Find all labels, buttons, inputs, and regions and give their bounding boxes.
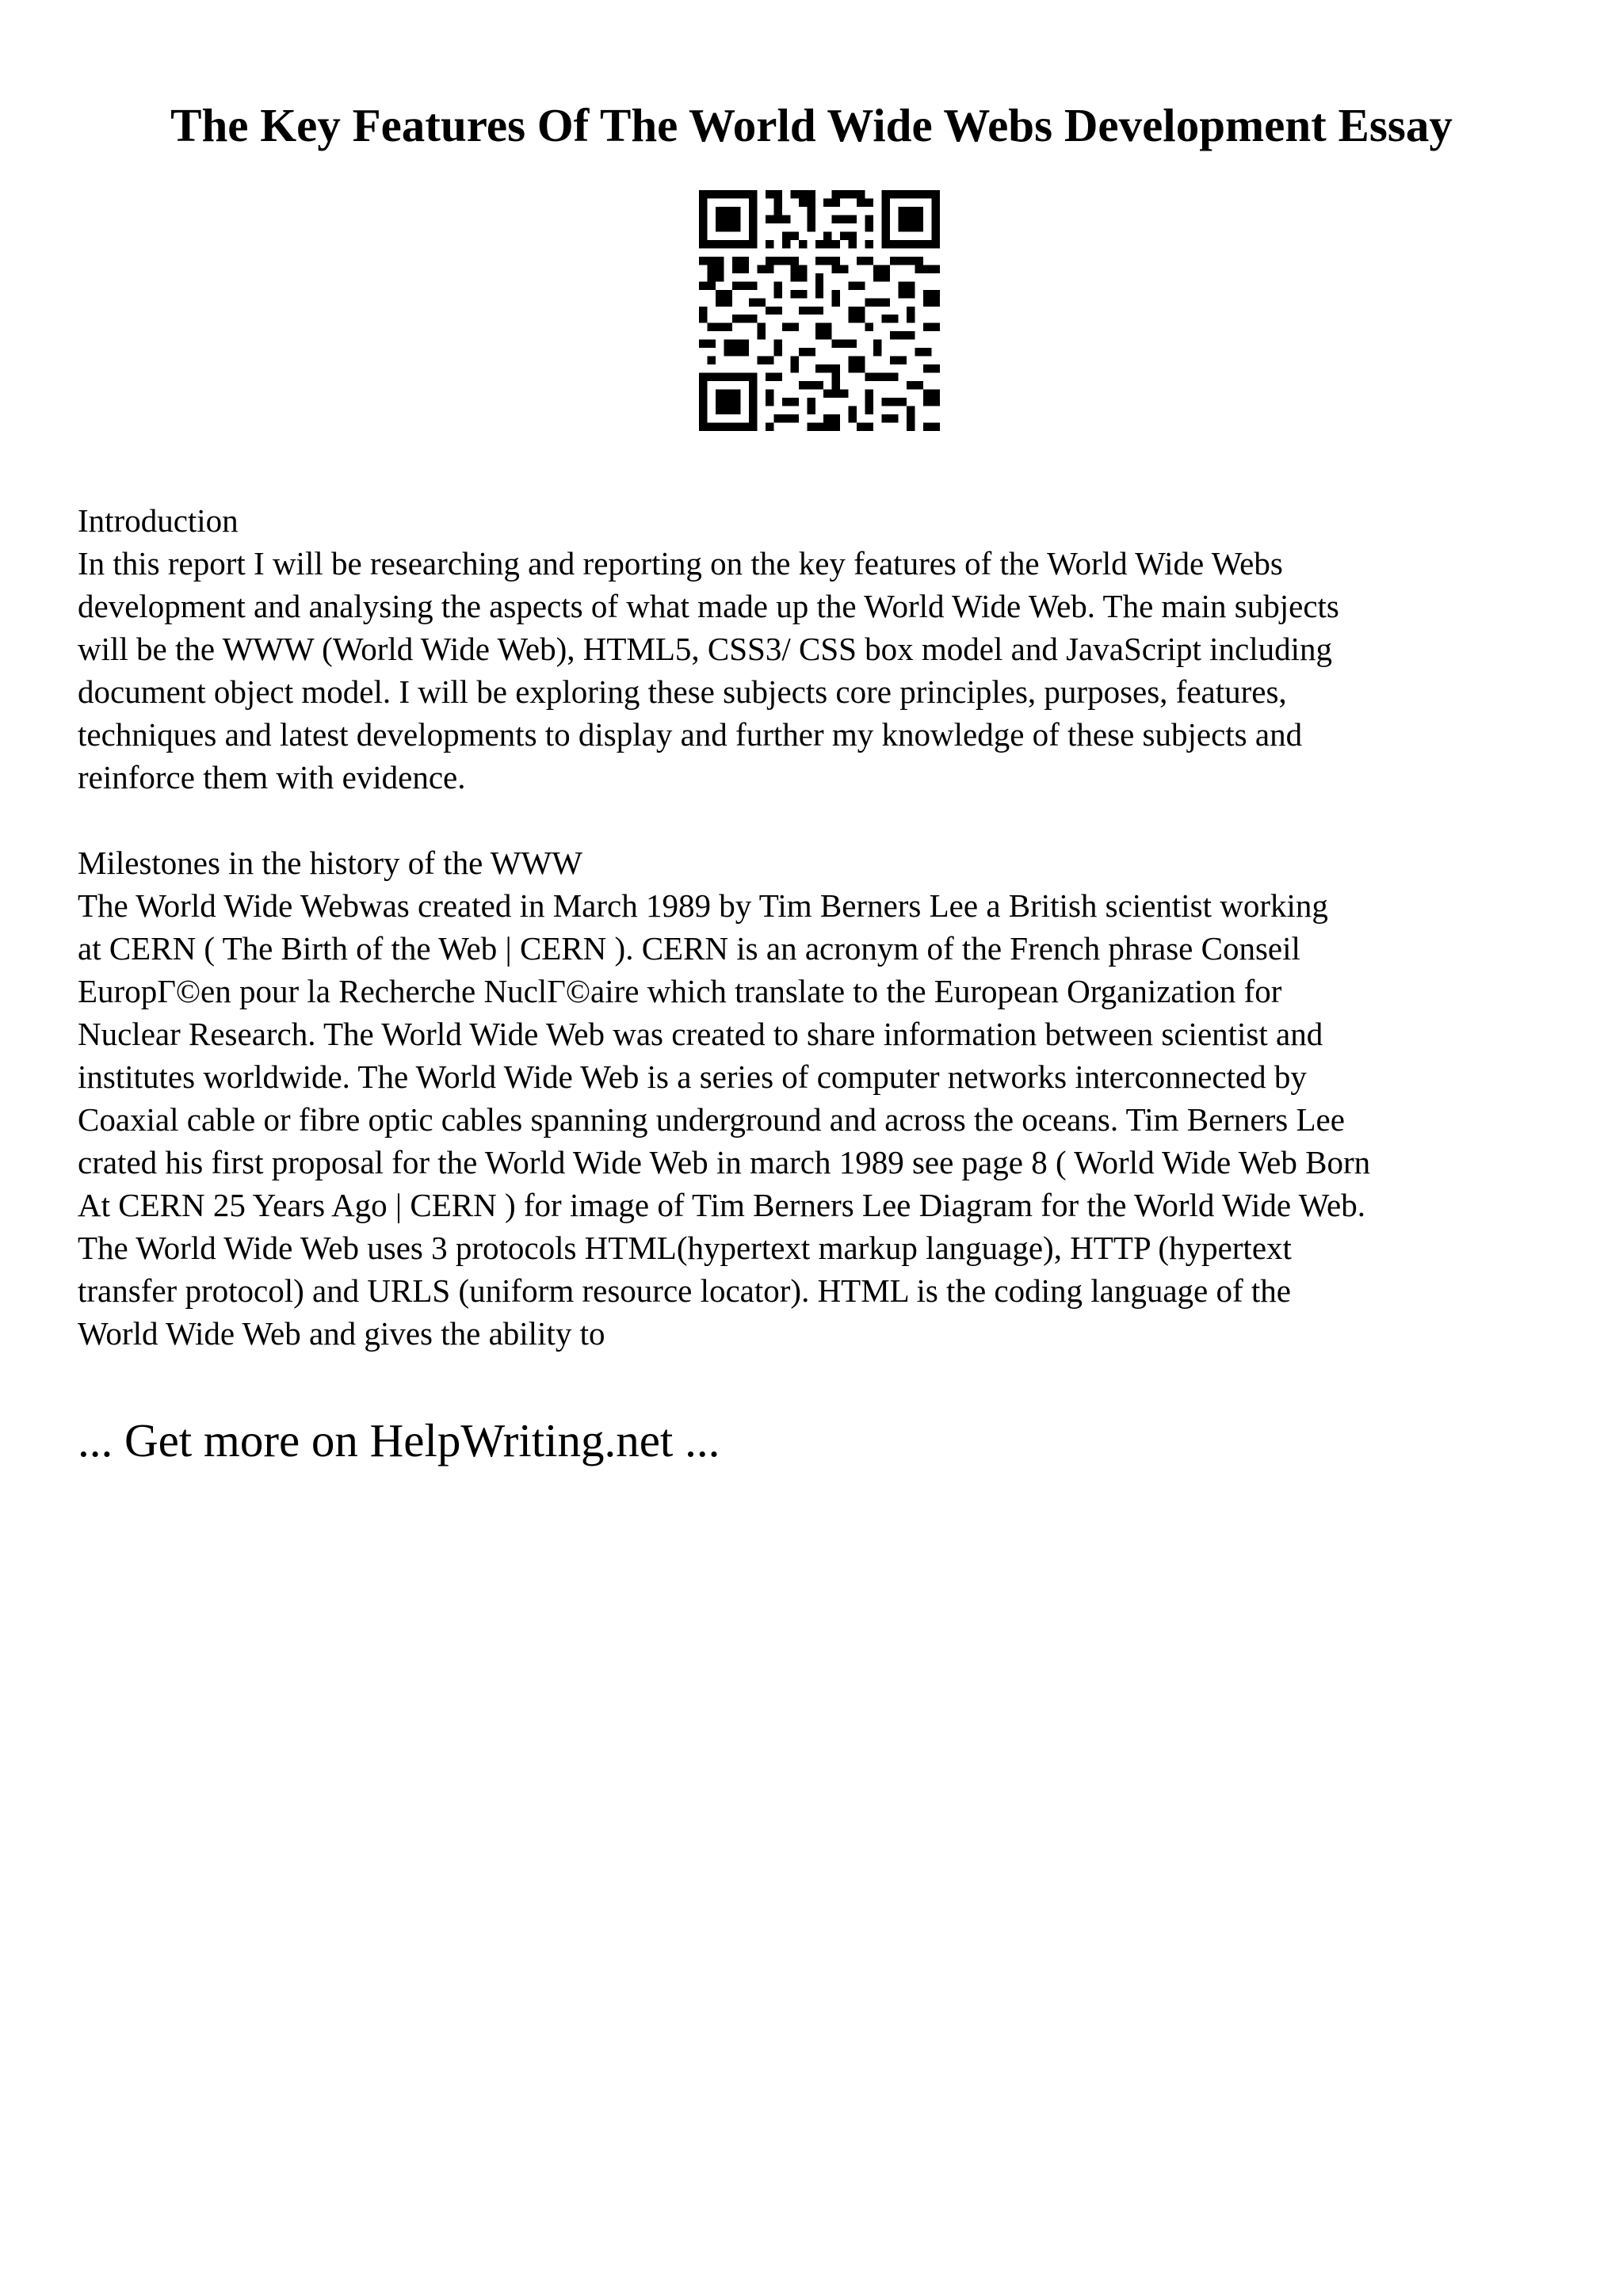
paragraph-line: development and analysing the aspects of what made up the World Wide Web. The main subjects [78,588,1339,624]
paragraph-line: The World Wide Webwas created in March 1989 by Tim Berners Lee a British scientist working [78,887,1328,924]
paragraph-line: techniques and latest developments to display and further my knowledge of these subjects and [78,716,1303,753]
qr-code-icon [699,190,940,431]
paragraph-line: The World Wide Web uses 3 protocols HTML(hypertext markup language), HTTP (hypertext [78,1230,1292,1266]
section-heading: Introduction [78,502,239,539]
paragraph-line: Nuclear Research. The World Wide Web was created to share information between scientist and [78,1016,1323,1052]
section-heading: Milestones in the history of the WWW [78,845,582,881]
section-milestones [78,841,1583,1355]
paragraph-line: Coaxial cable or fibre optic cables spanning underground and across the oceans. Tim Berners Lee [78,1101,1345,1138]
paragraph-line: reinforce them with evidence. [78,759,466,795]
paragraph-line: document object model. I will be exploring these subjects core principles, purposes, features, [78,673,1287,710]
section-introduction [78,499,1583,799]
paragraph-line: In this report I will be researching and reporting on the key features of the World Wide Webs [78,545,1283,582]
paragraph-line: at CERN ( The Birth of the Web | CERN ). CERN is an acronym of the French phrase Conseil [78,930,1300,967]
get-more-link[interactable]: ... Get more on HelpWriting.net ... [78,1414,720,1466]
paragraph-line: crated his first proposal for the World Wide Web in march 1989 see page 8 ( World Wide Web Born [78,1144,1371,1180]
document-title: The Key Features Of The World Wide Webs Development Essay [170,99,1453,151]
paragraph-line: World Wide Web and gives the ability to [78,1315,605,1352]
paragraph-line: institutes worldwide. The World Wide Web is a series of computer networks interconnected by [78,1058,1307,1095]
document-body [78,499,1583,1355]
paragraph-line: EuropΓ©en pour la Recherche NuclΓ©aire which translate to the European Organization for [78,973,1282,1009]
paragraph-line: At CERN 25 Years Ago | CERN ) for image of Tim Berners Lee Diagram for the World Wide Web. [78,1187,1365,1223]
paragraph-line: will be the WWW (World Wide Web), HTML5, CSS3/ CSS box model and JavaScript including [78,631,1333,667]
paragraph-line: transfer protocol) and URLS (uniform resource locator). HTML is the coding language of the [78,1272,1291,1309]
